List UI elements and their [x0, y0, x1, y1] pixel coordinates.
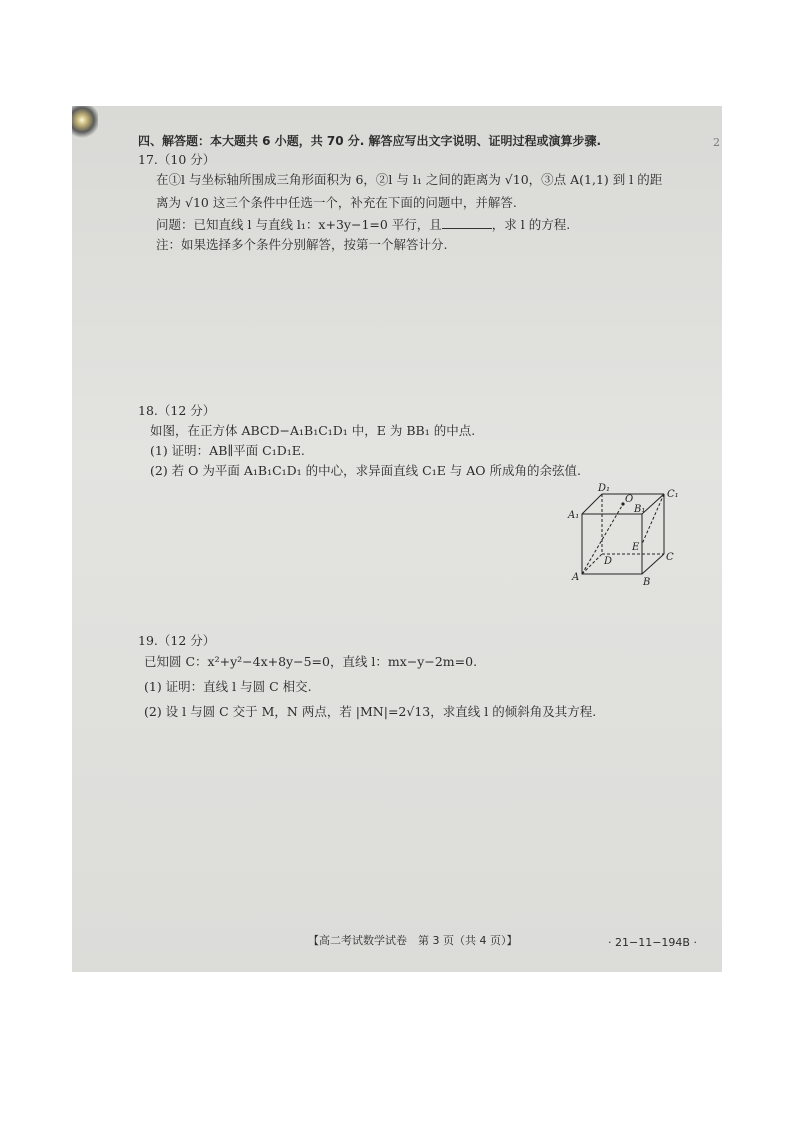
q18-header: 18.（12 分） — [138, 403, 216, 418]
star-sticker-icon — [72, 106, 98, 146]
label-B1: B₁ — [634, 504, 646, 515]
q17-question — [156, 217, 570, 232]
q17-question-pre: 问题：已知直线 l 与直线 l₁：x+3y−1=0 平行，且 — [156, 217, 442, 232]
q17-question-post: ，求 l 的方程. — [491, 217, 571, 232]
q18-part2: (2) 若 O 为平面 A₁B₁C₁D₁ 的中心，求异面直线 C₁E 与 AO 所成角的余弦值. — [150, 463, 582, 478]
footer-code: · 21−11−194B · — [608, 936, 697, 949]
cube-figure — [566, 480, 686, 590]
label-A1: A₁ — [568, 510, 580, 521]
q19-part1: (1) 证明：直线 l 与圆 C 相交. — [144, 679, 312, 694]
label-C: C — [666, 552, 674, 563]
label-D1: D₁ — [598, 483, 611, 494]
q17-note: 注：如果选择多个条件分别解答，按第一个解答计分. — [156, 237, 448, 252]
label-D: D — [604, 556, 613, 567]
label-C1: C₁ — [667, 489, 679, 500]
q17-header: 17.（10 分） — [138, 152, 216, 167]
label-A: A — [572, 572, 580, 583]
footer-page-info: 【高二考试数学试卷 第 3 页（共 4 页）】 — [308, 934, 518, 947]
q18-line1: 如图，在正方体 ABCD−A₁B₁C₁D₁ 中，E 为 BB₁ 的中点. — [150, 423, 476, 438]
q17-line2: 离为 √10 这三个条件中任选一个，补充在下面的问题中，并解答. — [156, 195, 517, 210]
section-heading: 四、解答题：本大题共 6 小题，共 70 分. 解答应写出文字说明、证明过程或演算步骤. — [138, 134, 602, 148]
label-E: E — [632, 542, 640, 553]
answer-blank — [442, 227, 492, 229]
label-B: B — [643, 577, 651, 588]
q19-header: 19.（12 分） — [138, 633, 216, 648]
q18-part1: (1) 证明：AB∥平面 C₁D₁E. — [150, 443, 305, 458]
q19-line1: 已知圆 C：x²+y²−4x+8y−5=0，直线 l：mx−y−2m=0. — [144, 654, 478, 669]
q19-part2: (2) 设 l 与圆 C 交于 M，N 两点，若 |MN|=2√13，求直线 l 的倾斜角及其方程. — [144, 704, 597, 719]
page-edge-number: 2 — [713, 136, 720, 149]
label-O: O — [625, 494, 634, 505]
q17-line1: 在①l 与坐标轴所围成三角形面积为 6，②l 与 l₁ 之间的距离为 √10，③点 A(1,1) 到 l 的距 — [156, 172, 663, 187]
